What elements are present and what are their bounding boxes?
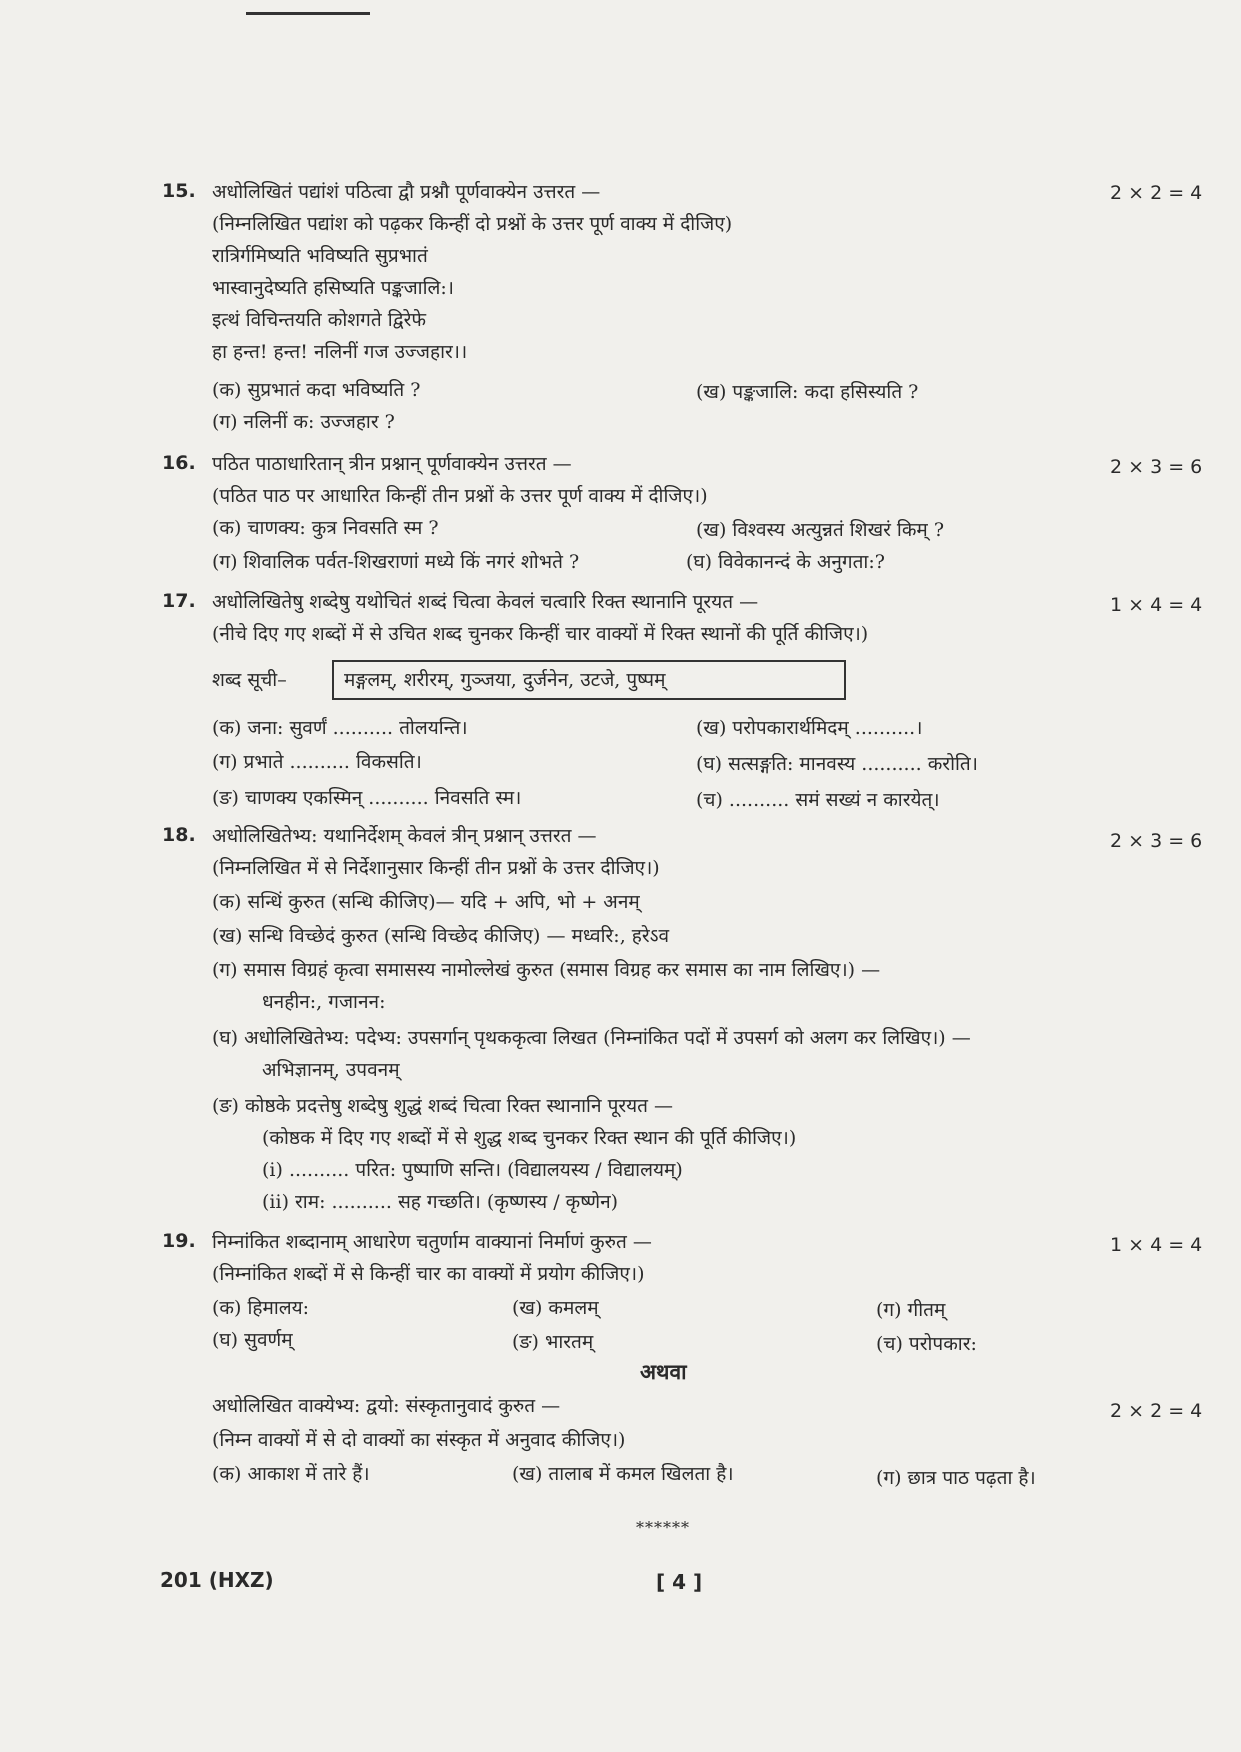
q17-number: 17.	[162, 590, 196, 612]
paper-code: 201 (HXZ)	[160, 1568, 274, 1592]
q15-verse-line: रात्रिर्गमिष्यति भविष्यति सुप्रभातं	[212, 245, 428, 267]
q19-alt-sentence: (ख) तालाब में कमल खिलता है।	[512, 1463, 734, 1485]
q17-option: (घ) सत्सङ्गति: मानवस्य .......... करोति।	[696, 753, 978, 775]
q19-alt-marks: 2 × 2 = 4	[1110, 1400, 1203, 1422]
q19-word: (ख) कमलम्	[512, 1297, 599, 1319]
q17-word-list: मङ्गलम्, शरीरम्, गुञ्जया, दुर्जनेन, उटजे, पुष्पम्	[344, 669, 666, 691]
q16-number: 16.	[162, 452, 196, 474]
q16-marks: 2 × 3 = 6	[1110, 456, 1203, 478]
q18-line: (ङ) कोष्ठके प्रदत्तेषु शब्देषु शुद्धं शब्दं चित्वा रिक्त स्थानानि पूरयत —	[212, 1095, 674, 1117]
page-number: [ 4 ]	[656, 1570, 703, 1594]
q18-line: अभिज्ञानम्, उपवनम्	[262, 1059, 400, 1081]
q17-option: (ङ) चाणक्य एकस्मिन् .......... निवसति स्म।	[212, 787, 522, 809]
q19-number: 19.	[162, 1230, 196, 1252]
q18-number: 18.	[162, 824, 196, 846]
q16-option: (घ) विवेकानन्दं के अनुगता:?	[686, 551, 885, 573]
q17-instruction-hindi: (नीचे दिए गए शब्दों में से उचित शब्द चुनकर किन्हीं चार वाक्यों में रिक्त स्थानों की पूर्ति कीजिए।)	[212, 623, 869, 645]
q17-word-list-box	[332, 660, 846, 700]
q16-option: (ख) विश्वस्य अत्युन्नतं शिखरं किम् ?	[696, 519, 945, 541]
end-stars: ******	[636, 1518, 690, 1537]
q18-instruction-hindi: (निम्नलिखित में से निर्देशानुसार किन्हीं तीन प्रश्नों के उत्तर दीजिए।)	[212, 857, 660, 879]
q17-option: (च) .......... समं सख्यं न कारयेत्।	[696, 789, 940, 811]
q15-marks: 2 × 2 = 4	[1110, 182, 1203, 204]
q17-option: (ख) परोपकारार्थमिदम् ..........।	[696, 717, 923, 739]
q16-option: (ग) शिवालिक पर्वत-शिखराणां मध्ये किं नगरं शोभते ?	[212, 551, 580, 573]
q18-line: (i) .......... परित: पुष्पाणि सन्ति। (विद्यालयस्य / विद्यालयम्)	[262, 1159, 683, 1181]
q15-option: (ग) नलिनीं क: उज्जहार ?	[212, 411, 395, 433]
q15-option: (क) सुप्रभातं कदा भविष्यति ?	[212, 379, 421, 401]
q15-option: (ख) पङ्कजालि: कदा हसिस्यति ?	[696, 381, 919, 403]
q17-word-list-label: शब्द सूची–	[212, 669, 287, 691]
q15-verse-line: हा हन्त! हन्त! नलिनीं गज उज्जहार।।	[212, 341, 468, 363]
q19-word: (क) हिमालय:	[212, 1297, 310, 1319]
q18-line: (ग) समास विग्रहं कृत्वा समासस्य नामोल्लेखं कुरुत (समास विग्रह कर समास का नाम लिखिए।) —	[212, 959, 881, 981]
or-label: अथवा	[640, 1359, 687, 1384]
q17-marks: 1 × 4 = 4	[1110, 594, 1203, 616]
q18-line: (घ) अधोलिखितेभ्य: पदेभ्य: उपसर्गान् पृथककृत्वा लिखत (निम्नांकित पदों में उपसर्ग को अलग कर लिखिए।) —	[212, 1027, 971, 1049]
q16-instruction-sanskrit: पठित पाठाधारितान् त्रीन प्रश्नान् पूर्णवाक्येन उत्तरत —	[212, 453, 572, 475]
q18-line: (क) सन्धिं कुरुत (सन्धि कीजिए)— यदि + अपि, भो + अनम्	[212, 891, 640, 913]
q19-word: (च) परोपकार:	[876, 1333, 977, 1355]
q19-marks: 1 × 4 = 4	[1110, 1234, 1203, 1256]
q17-option: (क) जना: सुवर्णं .......... तोलयन्ति।	[212, 717, 468, 739]
q19-alt-sentence: (ग) छात्र पाठ पढ़ता है।	[876, 1467, 1036, 1489]
q18-instruction-sanskrit: अधोलिखितेभ्य: यथानिर्देशम् केवलं त्रीन् प्रश्नान् उत्तरत —	[212, 825, 597, 847]
q19-word: (ग) गीतम्	[876, 1299, 946, 1321]
q19-alt-instruction-hindi: (निम्न वाक्यों में से दो वाक्यों का संस्कृत में अनुवाद कीजिए।)	[212, 1429, 626, 1451]
q18-line: (कोष्ठक में दिए गए शब्दों में से शुद्ध शब्द चुनकर रिक्त स्थान की पूर्ति कीजिए।)	[262, 1127, 797, 1149]
q15-instruction-hindi: (निम्नलिखित पद्यांश को पढ़कर किन्हीं दो प्रश्नों के उत्तर पूर्ण वाक्य में दीजिए)	[212, 213, 733, 235]
q19-instruction-hindi: (निम्नांकित शब्दों में से किन्हीं चार का वाक्यों में प्रयोग कीजिए।)	[212, 1263, 645, 1285]
q18-marks: 2 × 3 = 6	[1110, 830, 1203, 852]
q18-line: (ii) राम: .......... सह गच्छति। (कृष्णस्य / कृष्णेन)	[262, 1191, 619, 1213]
q17-option: (ग) प्रभाते .......... विकसति।	[212, 751, 422, 773]
q18-line: (ख) सन्धि विच्छेदं कुरुत (सन्धि विच्छेद कीजिए) — मध्वरि:, हरेऽव	[212, 925, 670, 947]
q19-word: (घ) सुवर्णम्	[212, 1329, 293, 1351]
q15-verse-line: भास्वानुदेष्यति हसिष्यति पङ्कजालि:।	[212, 277, 454, 299]
q16-option: (क) चाणक्य: कुत्र निवसति स्म ?	[212, 517, 439, 539]
q19-word: (ङ) भारतम्	[512, 1331, 594, 1353]
q15-number: 15.	[162, 180, 196, 202]
q19-instruction-sanskrit: निम्नांकित शब्दानाम् आधारेण चतुर्णाम वाक्यानां निर्माणं कुरुत —	[212, 1231, 652, 1253]
q18-line: धनहीन:, गजानन:	[262, 991, 386, 1013]
q16-instruction-hindi: (पठित पाठ पर आधारित किन्हीं तीन प्रश्नों के उत्तर पूर्ण वाक्य में दीजिए।)	[212, 485, 708, 507]
q17-instruction-sanskrit: अधोलिखितेषु शब्देषु यथोचितं शब्दं चित्वा केवलं चत्वारि रिक्त स्थानानि पूरयत —	[212, 591, 759, 613]
q15-instruction-sanskrit: अधोलिखितं पद्यांशं पठित्वा द्वौ प्रश्नौ पूर्णवाक्येन उत्तरत —	[212, 181, 601, 203]
top-rule	[246, 12, 370, 15]
q15-verse-line: इत्थं विचिन्तयति कोशगते द्विरेफे	[212, 309, 426, 331]
q19-alt-instruction-sanskrit: अधोलिखित वाक्येभ्य: द्वयो: संस्कृतानुवादं कुरुत —	[212, 1395, 561, 1417]
q19-alt-sentence: (क) आकाश में तारे हैं।	[212, 1463, 370, 1485]
